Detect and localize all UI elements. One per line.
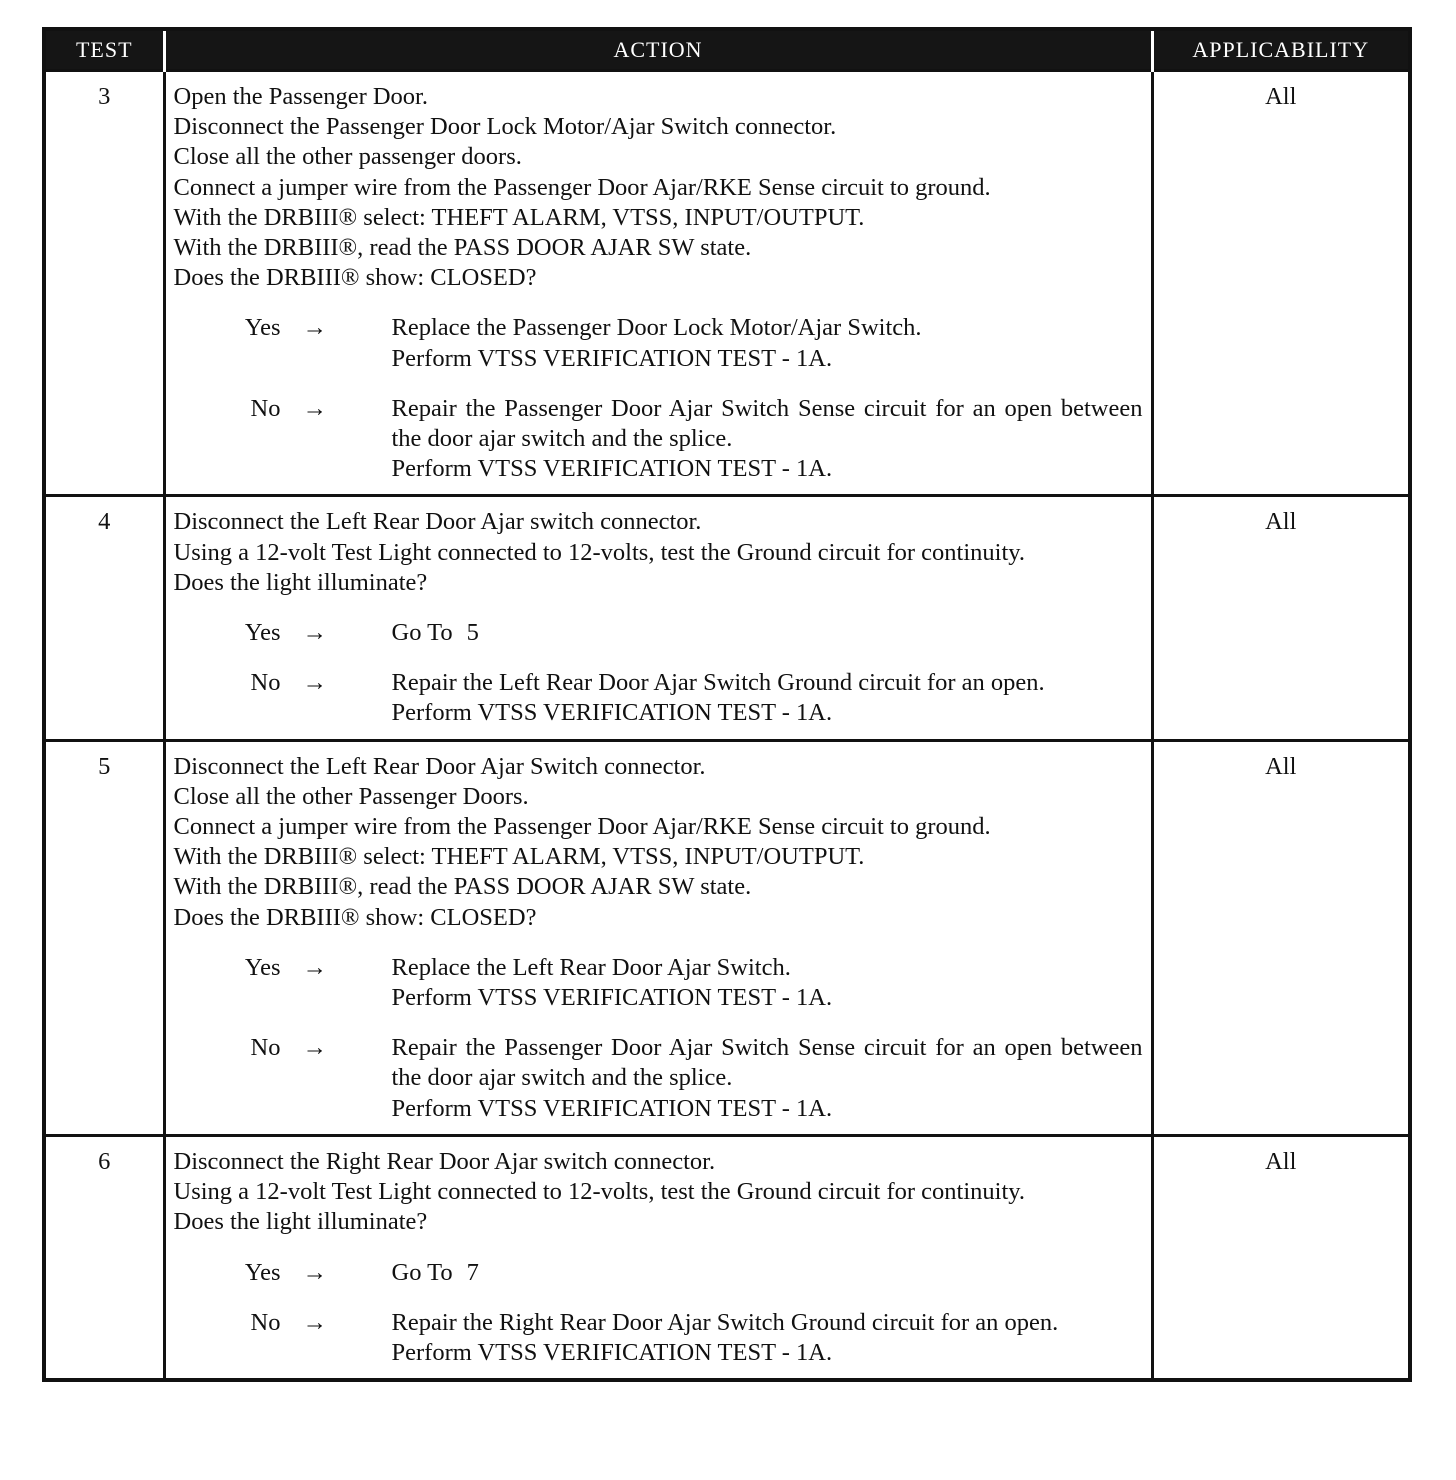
result-line: Repair the Left Rear Door Ajar Switch Ground circuit for an open. [391,669,1045,697]
header-action: ACTION [164,29,1152,71]
action-cell [164,71,1152,496]
yes-branch [174,1258,1143,1288]
no-branch [174,1033,1143,1124]
right-arrow-icon: → [302,953,327,981]
action-cell [164,740,1152,1135]
header-applicability: APPLICABILITY [1152,29,1410,71]
no-branch [174,668,1143,728]
action-step: Using a 12-volt Test Light connected to 12-volts, test the Ground circuit for continuity. [173,538,1026,566]
yes-result [392,618,1143,648]
yes-result [392,1258,1143,1288]
yes-label: Yes [244,314,281,342]
right-arrow-icon: → [302,619,327,647]
action-step: Connect a jumper wire from the Passenger Door Ajar/RKE Sense circuit to ground. [173,173,991,201]
table-header-row [44,29,1410,71]
right-arrow-icon: → [302,314,327,342]
yes-label: Yes [244,1258,281,1286]
test-row-3 [44,71,1410,496]
test-row-5 [44,740,1410,1135]
result-line: Perform VTSS VERIFICATION TEST - 1A. [391,699,833,727]
result-line: Replace the Passenger Door Lock Motor/Ajar Switch. [391,314,922,342]
applicability-value: All [1152,71,1410,496]
goto-line [392,1258,1143,1288]
applicability-value: All [1152,1135,1410,1380]
action-step: With the DRBIII® select: THEFT ALARM, VTSS, INPUT/OUTPUT. [173,203,865,231]
no-branch [174,394,1143,485]
applicability-value: All [1152,496,1410,740]
action-step: Disconnect the Left Rear Door Ajar Switch connector. [173,752,706,780]
action-step: Connect a jumper wire from the Passenger Door Ajar/RKE Sense circuit to ground. [173,813,991,841]
action-step: Close all the other passenger doors. [173,143,522,171]
yes-label: Yes [244,619,281,647]
action-step: Using a 12-volt Test Light connected to 12-volts, test the Ground circuit for continuity. [173,1178,1026,1206]
result-line: Repair the Passenger Door Ajar Switch Sense circuit for an open between the door ajar switch and the splice. [391,1034,1143,1092]
yes-result [392,313,1143,373]
no-label: No [250,394,281,422]
result-line: Replace the Left Rear Door Ajar Switch. [391,953,791,981]
action-step: Does the light illuminate? [173,1208,428,1236]
action-step: Does the light illuminate? [173,568,428,596]
action-step: With the DRBIII® select: THEFT ALARM, VTSS, INPUT/OUTPUT. [173,843,865,871]
action-step: Disconnect the Left Rear Door Ajar switch connector. [173,508,702,536]
yes-branch [174,953,1143,1013]
no-label: No [250,1034,281,1062]
action-step: Does the DRBIII® show: CLOSED? [173,903,537,931]
goto-text: Go To [391,1258,453,1286]
action-step: Does the DRBIII® show: CLOSED? [173,264,537,292]
no-result [392,394,1143,485]
no-result [392,1033,1143,1124]
header-test: TEST [44,29,164,71]
no-result [392,668,1143,728]
test-number: 3 [44,71,164,496]
result-line: Perform VTSS VERIFICATION TEST - 1A. [391,1094,833,1122]
test-number: 6 [44,1135,164,1380]
test-number: 5 [44,740,164,1135]
result-line: Repair the Passenger Door Ajar Switch Sense circuit for an open between the door ajar switch and the splice. [391,394,1143,453]
result-line: Perform VTSS VERIFICATION TEST - 1A. [391,984,833,1012]
result-line: Perform VTSS VERIFICATION TEST - 1A. [391,455,833,483]
action-step: With the DRBIII®, read the PASS DOOR AJAR SW state. [173,873,752,901]
action-cell [164,496,1152,740]
test-row-4 [44,496,1410,740]
right-arrow-icon: → [302,669,327,697]
yes-branch [174,313,1143,373]
no-label: No [250,1308,281,1336]
no-label: No [250,669,281,697]
goto-text: Go To [391,619,453,647]
right-arrow-icon: → [302,1308,327,1336]
action-step: Open the Passenger Door. [173,83,428,110]
test-row-6 [44,1135,1410,1380]
right-arrow-icon: → [302,1258,327,1286]
action-step: Close all the other Passenger Doors. [173,782,529,810]
goto-test-number: 7 [466,1258,479,1286]
no-result [392,1308,1143,1368]
result-line: Perform VTSS VERIFICATION TEST - 1A. [391,344,833,372]
yes-label: Yes [244,953,281,981]
result-line: Perform VTSS VERIFICATION TEST - 1A. [391,1338,833,1366]
result-line: Repair the Right Rear Door Ajar Switch Ground circuit for an open. [391,1308,1059,1336]
diagnostic-test-table [42,27,1412,1382]
right-arrow-icon: → [302,394,327,422]
action-cell [164,1135,1152,1380]
applicability-value: All [1152,740,1410,1135]
test-number: 4 [44,496,164,740]
action-step: Disconnect the Passenger Door Lock Motor/Ajar Switch connector. [173,113,837,141]
no-branch [174,1308,1143,1368]
action-step: Disconnect the Right Rear Door Ajar switch connector. [173,1147,716,1175]
action-step: With the DRBIII®, read the PASS DOOR AJAR SW state. [173,234,752,262]
yes-result [392,953,1143,1013]
yes-branch [174,618,1143,648]
goto-test-number: 5 [466,619,479,647]
goto-line [392,618,1143,648]
right-arrow-icon: → [302,1034,327,1062]
